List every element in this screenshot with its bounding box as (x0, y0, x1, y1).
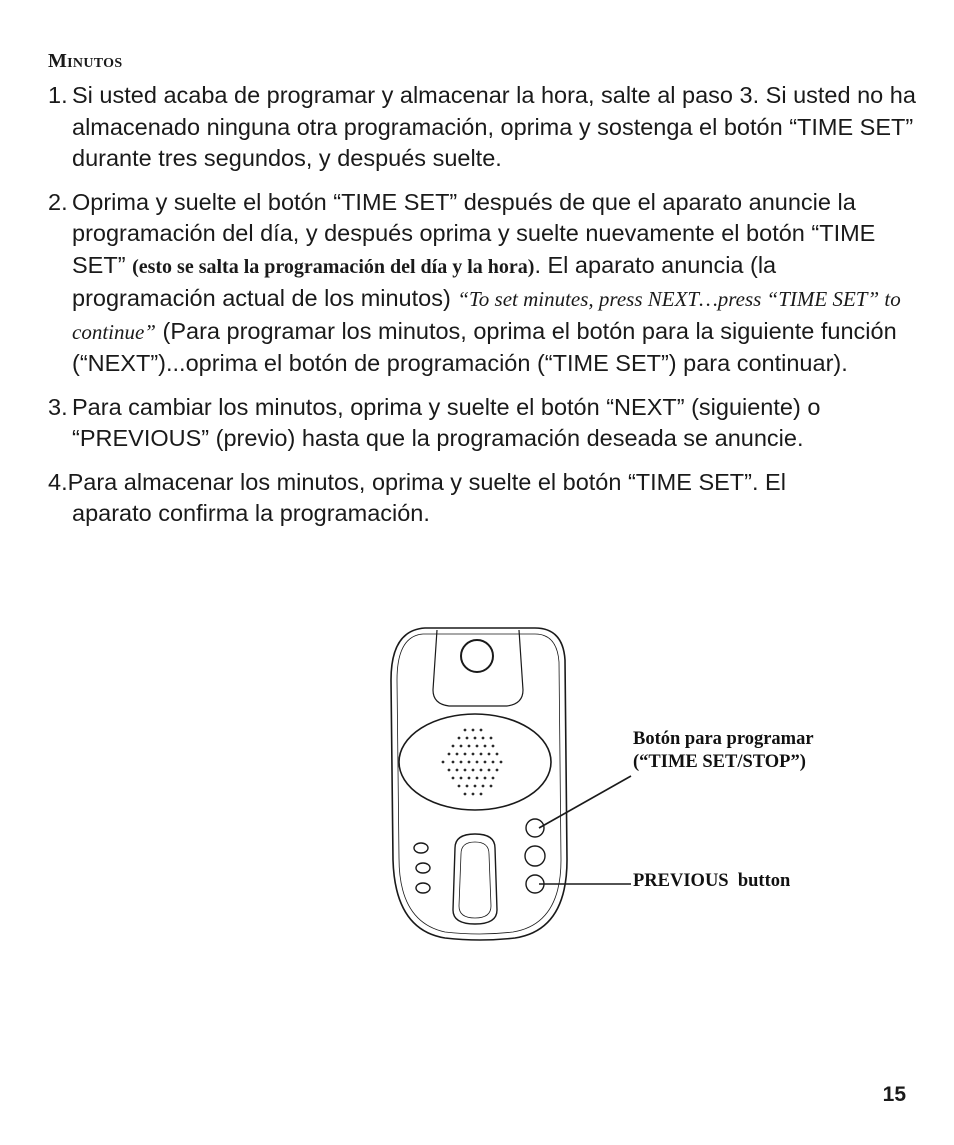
step-text-continued: (Para programar los minutos, oprima el botón para la siguiente función (“NEXT”)...oprima el botón de programación (“TIME SET”) para continuar). (72, 317, 897, 376)
step-text: Oprima y suelte el botón “TIME SET” después de que el aparato anuncie la programación del día, y después oprima y suelte nuevamente el botón “TIME SET” (72, 188, 876, 278)
speaker-grille (442, 729, 503, 796)
time-set-button (526, 819, 544, 837)
answering-machine-illustration (385, 620, 825, 950)
device-body (391, 628, 567, 940)
page-number: 15 (882, 1083, 906, 1106)
center-pedestal-inner (459, 842, 491, 918)
step-number: 2. (48, 188, 68, 215)
previous-button-callout: PREVIOUS button (633, 871, 791, 891)
handle-recess (433, 630, 523, 706)
section-heading: Minutos (48, 50, 123, 72)
step-text-continued: . El aparato anuncia (la programación actual de los minutos) (72, 251, 777, 311)
step-number: 4. (48, 468, 68, 495)
next-button (525, 846, 545, 866)
voice-announcement: “To set minutes, press NEXT…press “TIME SET” to continue” (72, 287, 901, 344)
step-2 (48, 187, 918, 380)
step-number: 1. (48, 82, 68, 108)
speaker-panel (399, 714, 551, 810)
left-button-3 (416, 883, 430, 893)
step-text: Para almacenar los minutos, oprima y suelte el botón “TIME SET”. El (67, 468, 786, 495)
step-text-continued: aparato confirma la programación. (72, 500, 430, 526)
time-set-leader-line (539, 776, 631, 828)
step-3 (48, 392, 918, 455)
top-button (461, 640, 493, 672)
step-4 (48, 467, 918, 530)
left-button-2 (416, 863, 430, 873)
step-text: Para cambiar los minutos, oprima y suelte el botón “NEXT” (siguiente) o “PREVIOUS” (previo) hasta que la programación deseada se anuncie. (72, 393, 821, 451)
step-1 (48, 80, 918, 175)
step-number: 3. (48, 393, 68, 420)
step-text: Si usted acaba de programar y almacenar la hora, salte al paso 3. Si usted no ha almacenado ninguna otra programación, oprima y sostenga el botón “TIME SET” durante tres segundos, y después suelte. (72, 82, 916, 171)
left-button-1 (414, 843, 428, 853)
device-body-inner-edge (397, 634, 561, 934)
time-set-callout: Botón para programar (“TIME SET/STOP”) (633, 729, 814, 772)
step-note: (esto se salta la programación del día y la hora) (132, 255, 535, 278)
instruction-list (48, 80, 918, 542)
